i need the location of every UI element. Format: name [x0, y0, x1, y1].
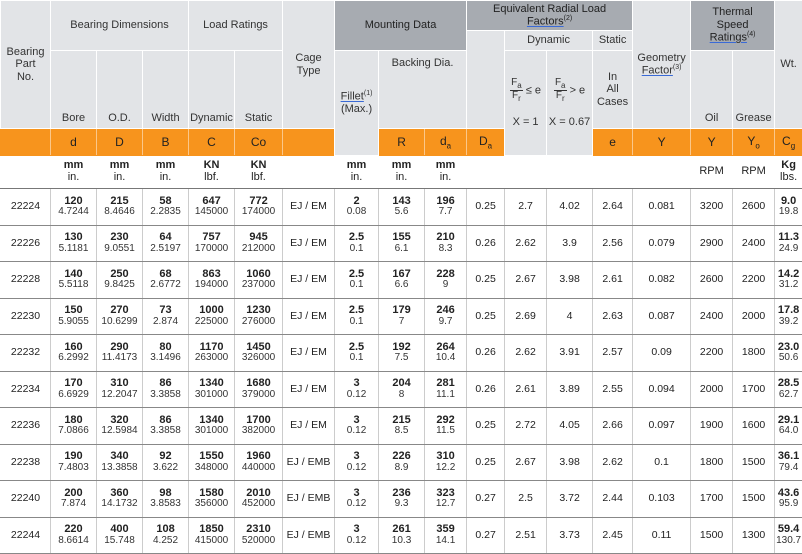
- bore-header: Bore: [51, 51, 97, 129]
- cell-cg: 0.097: [633, 408, 691, 445]
- cell-cg: 0.103: [633, 481, 691, 518]
- cell-wt: 59.4 130.7: [775, 517, 802, 554]
- cell-wt: 23.0 50.6: [775, 335, 802, 372]
- cell-bore: 130 5.1181: [51, 225, 97, 262]
- cell-shaft: 155 6.1: [379, 225, 425, 262]
- cell-grease: 1600: [733, 408, 775, 445]
- cell-yo: 2.56: [593, 225, 633, 262]
- cell-static: 772 174000: [235, 189, 283, 226]
- cell-wt: 14.2 31.2: [775, 262, 802, 299]
- sym-Yo: $Y_o$: [733, 129, 775, 156]
- cell-y2: 4.02: [547, 189, 593, 226]
- cell-cg: 0.09: [633, 335, 691, 372]
- unit-housing: mm in.: [425, 156, 467, 189]
- cell-part: 22226: [1, 225, 51, 262]
- part-no-header: Bearing Part No.: [1, 1, 51, 129]
- cell-static: 1230 276000: [235, 298, 283, 335]
- cell-shaft: 143 5.6: [379, 189, 425, 226]
- cell-fillet: 3 0.12: [335, 517, 379, 554]
- cell-yo: 2.64: [593, 189, 633, 226]
- mounting-header: Mounting Data: [335, 1, 467, 51]
- cell-od: 230 9.0551: [97, 225, 143, 262]
- cell-y2: 3.98: [547, 262, 593, 299]
- cell-width: 68 2.6772: [143, 262, 189, 299]
- cell-dynamic: 1340 301000: [189, 408, 235, 445]
- cell-housing: 359 14.1: [425, 517, 467, 554]
- cell-fillet: 2.5 0.1: [335, 225, 379, 262]
- unit-cage: [283, 156, 335, 189]
- geometry-header: Geometry Factor$^{(3)}$: [633, 1, 691, 129]
- cell-bore: 140 5.5118: [51, 262, 97, 299]
- cell-e: 0.25: [467, 189, 505, 226]
- cell-cg: 0.082: [633, 262, 691, 299]
- unit-od: mm in.: [97, 156, 143, 189]
- cell-y1: 2.62: [505, 335, 547, 372]
- cell-y1: 2.61: [505, 371, 547, 408]
- cell-shaft: 215 8.5: [379, 408, 425, 445]
- table-row: [1, 335, 802, 372]
- cell-part: 22238: [1, 444, 51, 481]
- cell-fillet: 2.5 0.1: [335, 262, 379, 299]
- cell-static: 2310 520000: [235, 517, 283, 554]
- cell-y2: 3.73: [547, 517, 593, 554]
- cell-yo: 2.66: [593, 408, 633, 445]
- cell-cg: 0.1: [633, 444, 691, 481]
- cell-cage: EJ / EMB: [283, 517, 335, 554]
- cell-cg: 0.079: [633, 225, 691, 262]
- table-body: [1, 189, 802, 554]
- cell-bore: 190 7.4803: [51, 444, 97, 481]
- cell-part: 22236: [1, 408, 51, 445]
- cell-fillet: 2 0.08: [335, 189, 379, 226]
- unit-bore: mm in.: [51, 156, 97, 189]
- cell-fillet: 2.5 0.1: [335, 335, 379, 372]
- cell-width: 86 3.3858: [143, 408, 189, 445]
- static-header: Static: [235, 51, 283, 129]
- cell-shaft: 192 7.5: [379, 335, 425, 372]
- cell-oil: 2000: [691, 371, 733, 408]
- cell-od: 360 14.1732: [97, 481, 143, 518]
- sym-Da: $D_a$: [467, 129, 505, 156]
- wt-header: Wt.: [775, 1, 802, 129]
- cell-housing: 210 8.3: [425, 225, 467, 262]
- cell-width: 80 3.1496: [143, 335, 189, 372]
- sym-Y2: Y: [691, 129, 733, 156]
- sym-Co: Co: [235, 129, 283, 156]
- fa-fr-le-e-header: $\frac{F_a}{F_r} \le e$ X = 1: [505, 51, 547, 156]
- table-row: [1, 408, 802, 445]
- static-cases-header: In All Cases: [593, 51, 633, 129]
- cell-part: 22224: [1, 189, 51, 226]
- equiv-header: Equivalent Radial Load Factors$^{(2)}$: [467, 1, 633, 31]
- cell-dynamic: 757 170000: [189, 225, 235, 262]
- cell-od: 320 12.5984: [97, 408, 143, 445]
- cell-fillet: 3 0.12: [335, 444, 379, 481]
- e-header-blank: [467, 31, 505, 129]
- cell-fillet: 3 0.12: [335, 408, 379, 445]
- fillet-header: Fillet$^{(1)}$ (Max.): [335, 51, 379, 156]
- sym-R: R: [379, 129, 425, 156]
- cell-y2: 3.72: [547, 481, 593, 518]
- cell-oil: 1500: [691, 517, 733, 554]
- cell-shaft: 167 6.6: [379, 262, 425, 299]
- cell-dynamic: 1550 348000: [189, 444, 235, 481]
- cell-y2: 3.89: [547, 371, 593, 408]
- unit-e: [467, 156, 505, 189]
- cell-static: 1700 382000: [235, 408, 283, 445]
- cell-part: 22240: [1, 481, 51, 518]
- sym-da: $d_a$: [425, 129, 467, 156]
- dims-header: Bearing Dimensions: [51, 1, 189, 51]
- table-row: [1, 517, 802, 554]
- cell-housing: 246 9.7: [425, 298, 467, 335]
- backing-header: Backing Dia.: [379, 51, 467, 129]
- sym-D: D: [97, 129, 143, 156]
- cell-y1: 2.69: [505, 298, 547, 335]
- table-row: [1, 481, 802, 518]
- cell-housing: 196 7.7: [425, 189, 467, 226]
- cell-oil: 2900: [691, 225, 733, 262]
- cell-part: 22244: [1, 517, 51, 554]
- cell-yo: 2.45: [593, 517, 633, 554]
- cell-static: 1450 326000: [235, 335, 283, 372]
- unit-dynamic: KN lbf.: [189, 156, 235, 189]
- cell-wt: 43.6 95.9: [775, 481, 802, 518]
- cell-width: 92 3.622: [143, 444, 189, 481]
- cell-cage: EJ / EMB: [283, 444, 335, 481]
- width-header: Width: [143, 51, 189, 129]
- cell-bore: 120 4.7244: [51, 189, 97, 226]
- cell-yo: 2.61: [593, 262, 633, 299]
- cell-width: 64 2.5197: [143, 225, 189, 262]
- fa-fr-gt-e-header: $\frac{F_a}{F_r} > e$ X = 0.67: [547, 51, 593, 156]
- cell-housing: 281 11.1: [425, 371, 467, 408]
- cell-cage: EJ / EM: [283, 371, 335, 408]
- sym-Y1: Y: [633, 129, 691, 156]
- cell-od: 400 15.748: [97, 517, 143, 554]
- cell-oil: 3200: [691, 189, 733, 226]
- sym-e: e: [593, 129, 633, 156]
- cell-static: 945 212000: [235, 225, 283, 262]
- cell-wt: 11.3 24.9: [775, 225, 802, 262]
- cell-cage: EJ / EMB: [283, 481, 335, 518]
- cell-grease: 2600: [733, 189, 775, 226]
- cell-part: 22230: [1, 298, 51, 335]
- table-row: [1, 298, 802, 335]
- cell-bore: 200 7.874: [51, 481, 97, 518]
- cell-cage: EJ / EM: [283, 408, 335, 445]
- cell-yo: 2.63: [593, 298, 633, 335]
- cell-grease: 1800: [733, 335, 775, 372]
- cell-wt: 9.0 19.8: [775, 189, 802, 226]
- cell-shaft: 179 7: [379, 298, 425, 335]
- cell-oil: 2600: [691, 262, 733, 299]
- cell-dynamic: 1580 356000: [189, 481, 235, 518]
- grease-header: Grease: [733, 51, 775, 129]
- unit-static: KN lbf.: [235, 156, 283, 189]
- cell-dynamic: 1000 225000: [189, 298, 235, 335]
- cell-dynamic: 1850 415000: [189, 517, 235, 554]
- sym-C: C: [189, 129, 235, 156]
- cell-grease: 2400: [733, 225, 775, 262]
- cell-housing: 264 10.4: [425, 335, 467, 372]
- cell-cg: 0.081: [633, 189, 691, 226]
- table-row: [1, 444, 802, 481]
- cell-bore: 170 6.6929: [51, 371, 97, 408]
- cell-e: 0.25: [467, 298, 505, 335]
- cell-bore: 220 8.6614: [51, 517, 97, 554]
- cell-yo: 2.44: [593, 481, 633, 518]
- cell-e: 0.25: [467, 444, 505, 481]
- cell-static: 2010 452000: [235, 481, 283, 518]
- unit-grease: RPM: [733, 156, 775, 189]
- cell-grease: 1300: [733, 517, 775, 554]
- cell-cg: 0.087: [633, 298, 691, 335]
- table-row: [1, 262, 802, 299]
- cell-yo: 2.57: [593, 335, 633, 372]
- ratings-header: Load Ratings: [189, 1, 283, 51]
- cell-bore: 160 6.2992: [51, 335, 97, 372]
- unit-yo: [593, 156, 633, 189]
- cell-grease: 1500: [733, 444, 775, 481]
- cell-od: 250 9.8425: [97, 262, 143, 299]
- cell-oil: 2400: [691, 298, 733, 335]
- cell-od: 340 13.3858: [97, 444, 143, 481]
- cell-part: 22232: [1, 335, 51, 372]
- table-row: [1, 189, 802, 226]
- cell-housing: 228 9: [425, 262, 467, 299]
- cell-bore: 150 5.9055: [51, 298, 97, 335]
- cell-e: 0.26: [467, 335, 505, 372]
- cell-e: 0.25: [467, 408, 505, 445]
- cell-y2: 3.91: [547, 335, 593, 372]
- unit-shaft: mm in.: [379, 156, 425, 189]
- cell-width: 98 3.8583: [143, 481, 189, 518]
- unit-wt: Kg lbs.: [775, 156, 802, 189]
- table-row: [1, 371, 802, 408]
- cell-wt: 29.1 64.0: [775, 408, 802, 445]
- cell-static: 1060 237000: [235, 262, 283, 299]
- cell-part: 22234: [1, 371, 51, 408]
- dynamic-header: Dynamic: [189, 51, 235, 129]
- cell-bore: 180 7.0866: [51, 408, 97, 445]
- unit-y2: [547, 156, 593, 189]
- cell-width: 108 4.252: [143, 517, 189, 554]
- cell-wt: 17.8 39.2: [775, 298, 802, 335]
- unit-oil: RPM: [691, 156, 733, 189]
- cell-cage: EJ / EM: [283, 335, 335, 372]
- cell-static: 1960 440000: [235, 444, 283, 481]
- cell-e: 0.27: [467, 517, 505, 554]
- cell-shaft: 204 8: [379, 371, 425, 408]
- cage-header: Cage Type: [283, 1, 335, 129]
- cell-cage: EJ / EM: [283, 262, 335, 299]
- cell-y2: 3.9: [547, 225, 593, 262]
- cell-y1: 2.67: [505, 262, 547, 299]
- cell-od: 310 12.2047: [97, 371, 143, 408]
- unit-y1: [505, 156, 547, 189]
- cell-wt: 28.5 62.7: [775, 371, 802, 408]
- cell-cg: 0.11: [633, 517, 691, 554]
- sym-d: d: [51, 129, 97, 156]
- cell-width: 73 2.874: [143, 298, 189, 335]
- cell-cage: EJ / EM: [283, 189, 335, 226]
- thermal-header: Thermal Speed Ratings$^{(4)}$: [691, 1, 775, 51]
- cell-yo: 2.55: [593, 371, 633, 408]
- cell-cg: 0.094: [633, 371, 691, 408]
- cell-static: 1680 379000: [235, 371, 283, 408]
- cell-housing: 310 12.2: [425, 444, 467, 481]
- cell-oil: 1800: [691, 444, 733, 481]
- cell-dynamic: 863 194000: [189, 262, 235, 299]
- cell-od: 270 10.6299: [97, 298, 143, 335]
- cell-oil: 1900: [691, 408, 733, 445]
- cell-e: 0.26: [467, 225, 505, 262]
- cell-cage: EJ / EM: [283, 298, 335, 335]
- cell-y2: 3.98: [547, 444, 593, 481]
- cell-y1: 2.51: [505, 517, 547, 554]
- cell-dynamic: 647 145000: [189, 189, 235, 226]
- cell-y1: 2.72: [505, 408, 547, 445]
- cell-od: 290 11.4173: [97, 335, 143, 372]
- sym-part: [1, 129, 51, 156]
- cell-shaft: 261 10.3: [379, 517, 425, 554]
- od-header: O.D.: [97, 51, 143, 129]
- cell-grease: 2000: [733, 298, 775, 335]
- sym-cage: [283, 129, 335, 156]
- cell-y2: 4.05: [547, 408, 593, 445]
- cell-part: 22228: [1, 262, 51, 299]
- cell-y1: 2.5: [505, 481, 547, 518]
- cell-y2: 4: [547, 298, 593, 335]
- oil-header: Oil: [691, 51, 733, 129]
- cell-y1: 2.62: [505, 225, 547, 262]
- cell-e: 0.26: [467, 371, 505, 408]
- cell-y1: 2.67: [505, 444, 547, 481]
- sym-Cg: $C_g$: [775, 129, 802, 156]
- cell-width: 86 3.3858: [143, 371, 189, 408]
- cell-oil: 2200: [691, 335, 733, 372]
- cell-wt: 36.1 79.4: [775, 444, 802, 481]
- cell-housing: 323 12.7: [425, 481, 467, 518]
- eq-static-header: Static: [593, 31, 633, 51]
- sym-B: B: [143, 129, 189, 156]
- eq-dynamic-header: Dynamic: [505, 31, 593, 51]
- cell-oil: 1700: [691, 481, 733, 518]
- cell-grease: 1700: [733, 371, 775, 408]
- cell-od: 215 8.4646: [97, 189, 143, 226]
- cell-dynamic: 1340 301000: [189, 371, 235, 408]
- cell-yo: 2.62: [593, 444, 633, 481]
- cell-cage: EJ / EM: [283, 225, 335, 262]
- cell-fillet: 3 0.12: [335, 481, 379, 518]
- unit-fillet: mm in.: [335, 156, 379, 189]
- cell-y1: 2.7: [505, 189, 547, 226]
- cell-grease: 1500: [733, 481, 775, 518]
- cell-shaft: 226 8.9: [379, 444, 425, 481]
- table-row: [1, 225, 802, 262]
- cell-grease: 2200: [733, 262, 775, 299]
- cell-fillet: 2.5 0.1: [335, 298, 379, 335]
- cell-e: 0.27: [467, 481, 505, 518]
- cell-e: 0.25: [467, 262, 505, 299]
- unit-cg: [633, 156, 691, 189]
- unit-part: [1, 156, 51, 189]
- cell-fillet: 3 0.12: [335, 371, 379, 408]
- cell-shaft: 236 9.3: [379, 481, 425, 518]
- unit-width: mm in.: [143, 156, 189, 189]
- cell-width: 58 2.2835: [143, 189, 189, 226]
- cell-housing: 292 11.5: [425, 408, 467, 445]
- cell-dynamic: 1170 263000: [189, 335, 235, 372]
